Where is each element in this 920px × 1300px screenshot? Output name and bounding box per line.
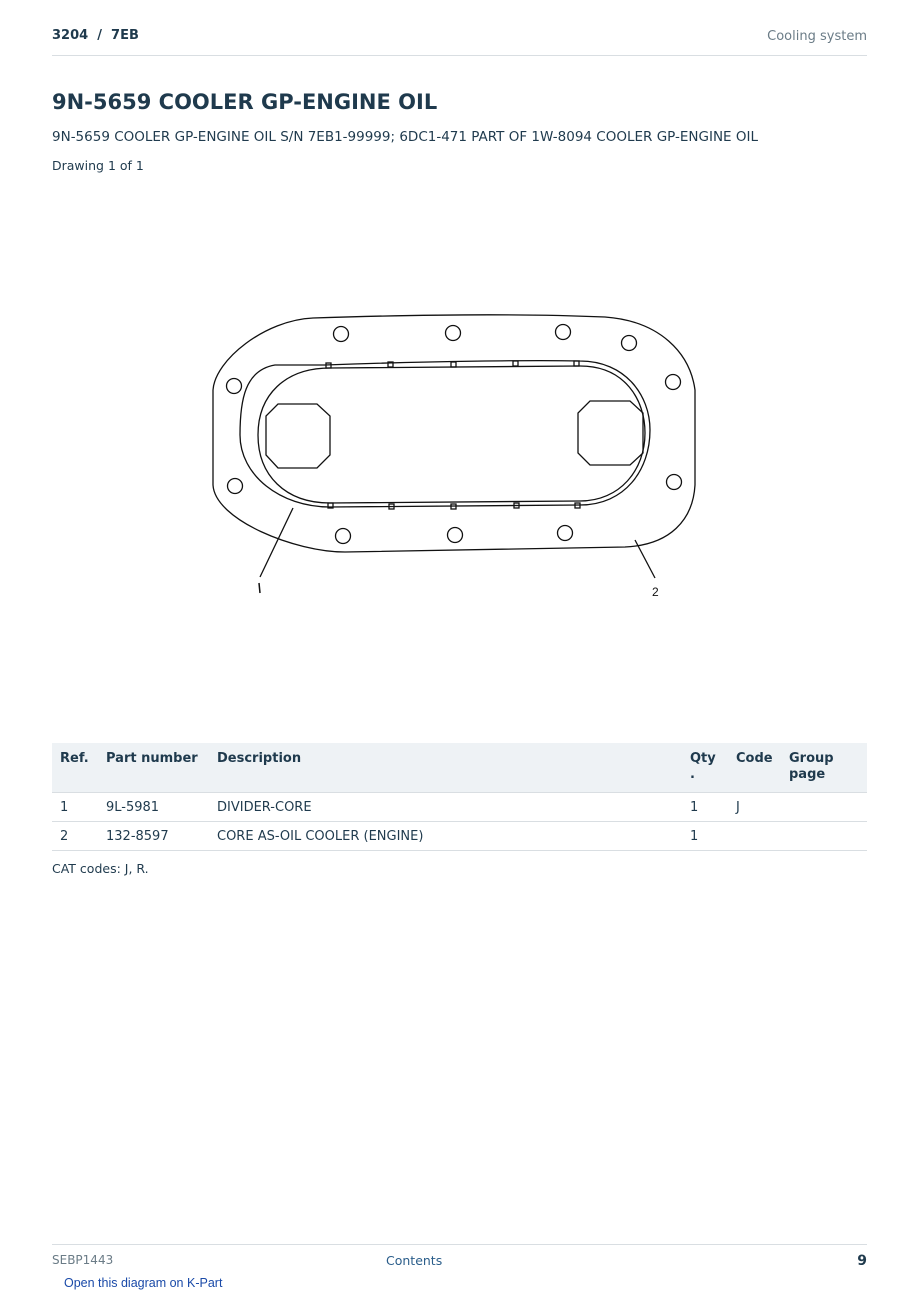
inner-plate (240, 361, 650, 507)
table-header-row (52, 743, 867, 793)
breadcrumb: 3204 / 7EB (52, 28, 139, 43)
right-port (578, 401, 643, 465)
cell-part-number: 132-8597 (98, 822, 209, 851)
header-qty: Qty . (682, 743, 728, 793)
table-row (52, 822, 867, 851)
core-oval (258, 366, 645, 503)
header-code: Code (728, 743, 781, 793)
header-part-number: Part number (98, 743, 209, 793)
header-ref: Ref. (52, 743, 98, 793)
section-name: Cooling system (767, 29, 867, 44)
page-title: 9N-5659 COOLER GP-ENGINE OIL (52, 90, 438, 114)
parts-table (52, 743, 867, 851)
cell-code: J (728, 793, 781, 822)
cat-codes: CAT codes: J, R. (52, 861, 149, 876)
leader-line-2 (635, 540, 655, 578)
page-footer (52, 1244, 867, 1275)
cell-ref: 1 (52, 793, 98, 822)
header-group-page: Group page (781, 743, 867, 793)
bolt-holes (227, 325, 682, 544)
cooler-diagram (185, 185, 725, 705)
left-port (266, 404, 330, 468)
cell-description: DIVIDER-CORE (209, 793, 682, 822)
page-subtitle: 9N-5659 COOLER GP-ENGINE OIL S/N 7EB1-99999; 6DC1-471 PART OF 1W-8094 COOLER GP-ENGINE OIL (52, 129, 758, 145)
cell-part-number: 9L-5981 (98, 793, 209, 822)
outer-gasket (213, 315, 695, 552)
contents-link[interactable]: Contents (386, 1253, 443, 1268)
header-description: Description (209, 743, 682, 793)
callout-2: 2 (652, 585, 659, 599)
cell-group-page (781, 793, 867, 822)
cell-description: CORE AS-OIL COOLER (ENGINE) (209, 822, 682, 851)
document-id: SEBP1443 (52, 1253, 114, 1267)
page-header (52, 28, 867, 56)
drawing-count: Drawing 1 of 1 (52, 158, 144, 173)
page-number: 9 (857, 1253, 867, 1269)
cell-ref: 2 (52, 822, 98, 851)
open-kpart-link[interactable]: Open this diagram on K-Part (64, 1276, 223, 1290)
cell-qty: 1 (682, 793, 728, 822)
table-row (52, 793, 867, 822)
cell-code (728, 822, 781, 851)
cell-group-page (781, 822, 867, 851)
cell-qty: 1 (682, 822, 728, 851)
